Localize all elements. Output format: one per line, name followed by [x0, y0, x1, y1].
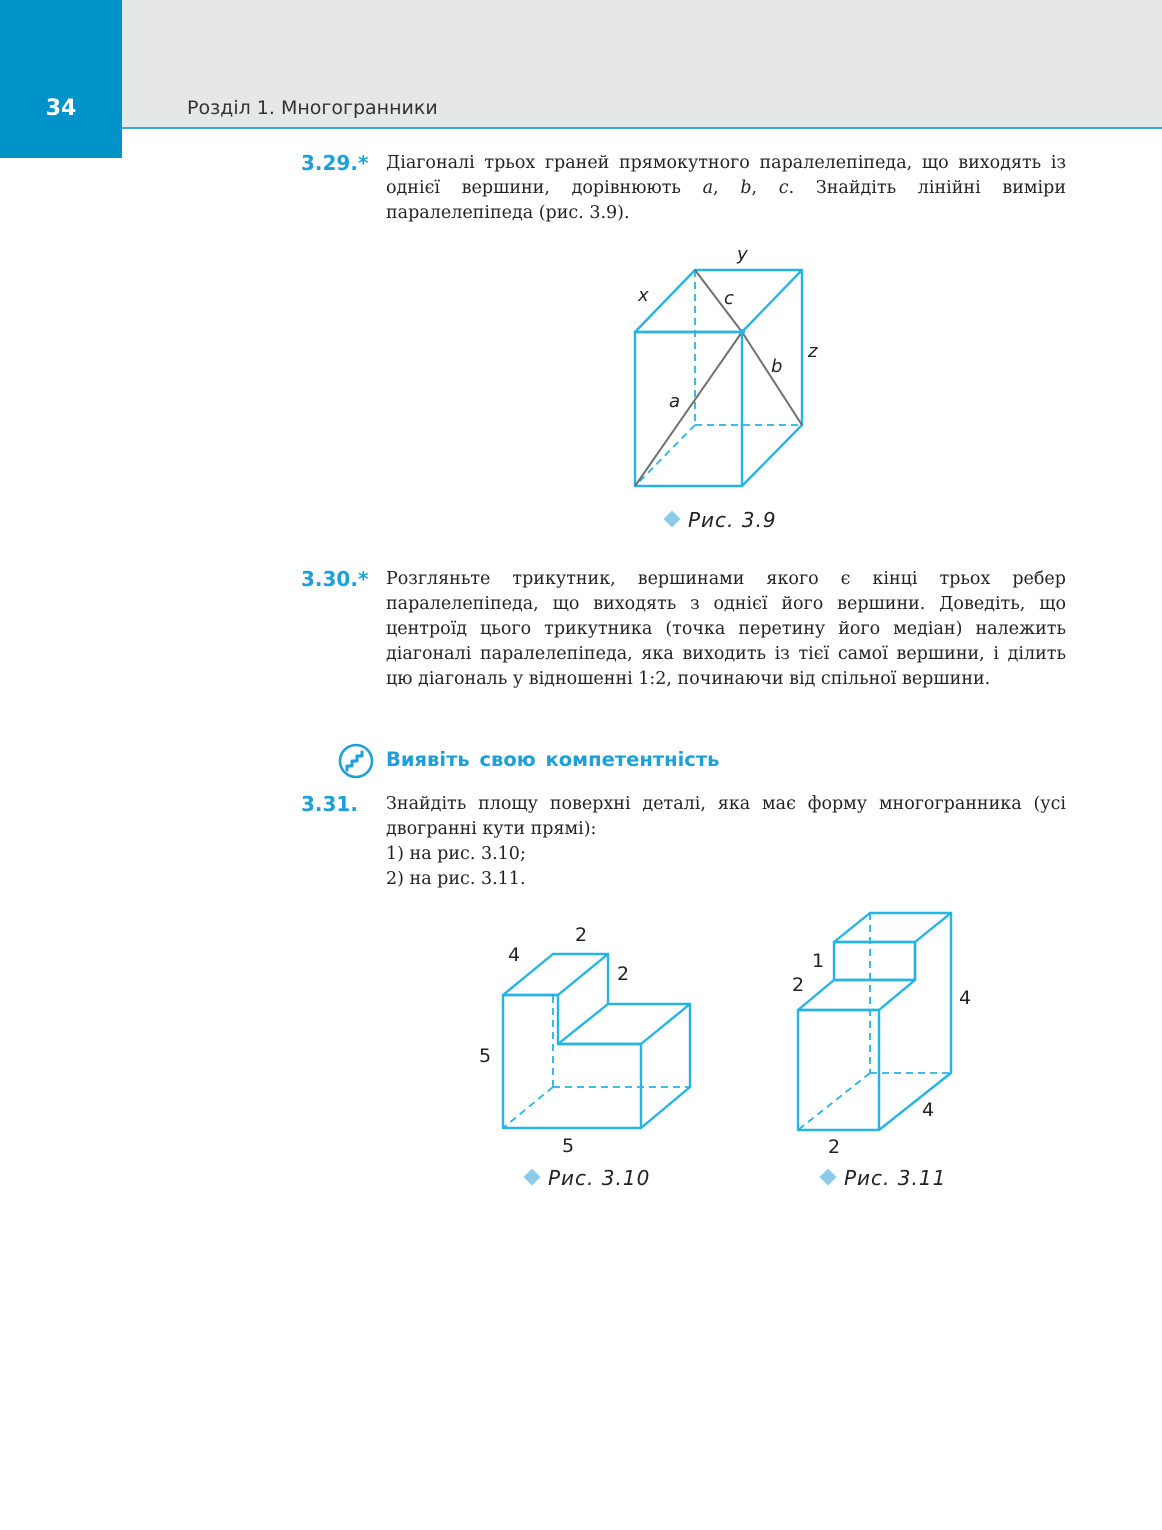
var-a: a [702, 178, 714, 198]
figure-3-9-drawing [600, 235, 840, 500]
header-rule [122, 127, 1162, 129]
hidden-edge [503, 1087, 553, 1128]
caption-diamond-icon [820, 1169, 837, 1186]
front-face [503, 995, 641, 1128]
var-b: b [740, 178, 752, 198]
label-a: a [669, 391, 681, 412]
caption-text: Рис. 3.9 [688, 508, 777, 532]
stairs-icon [338, 743, 374, 779]
problem-text-part: Діагоналі трьох граней прямокутного паралелепіпеда, що виходять із однієї вершини, дорівнюють [386, 153, 1066, 198]
common-vertex [739, 329, 745, 335]
problem-text-main: Знайдіть площу поверхні деталі, яка має форму многогранника (усі двогранні кути прямі): [386, 794, 1066, 839]
label-bottom: 5 [562, 1135, 575, 1157]
label-step: 2 [617, 963, 630, 985]
label-right: 4 [959, 987, 972, 1009]
caption-diamond-icon [524, 1169, 541, 1186]
hidden-edge [798, 1073, 870, 1130]
top-face [834, 913, 951, 942]
lower-top-face [558, 1004, 690, 1044]
competence-heading: Виявіть свою компетентність [386, 748, 720, 771]
problem-number-3-29: 3.29.* [301, 151, 369, 175]
problem-number-3-31: 3.31. [301, 792, 358, 816]
problem-item-2: 2) на рис. 3.11. [386, 869, 526, 889]
figure-3-10-drawing [470, 915, 710, 1155]
label-depth: 4 [922, 1099, 935, 1121]
page-tab [0, 0, 122, 158]
label-left: 2 [792, 974, 805, 996]
figure-3-10 [470, 915, 710, 1155]
caption-3-11 [822, 1166, 946, 1190]
upper-front-face [834, 942, 915, 980]
figure-3-11 [780, 900, 1000, 1160]
diagonal-c [695, 270, 742, 332]
separator: , [751, 178, 779, 198]
problem-text-3-30: Розгляньте трикутник, вершинами якого є кінці трьох ребер паралелепіпеда, що виходять з однієї його вершини. Доведіть, що центроїд цього трикутника (точка перетину його медіан) належить діагоналі паралелепіпеда, яка виходить із тієї самої вершини, і ділить цю діагональ у відношенні 1:2, починаючи від спільної вершини. [386, 569, 1066, 689]
label-x: x [638, 285, 649, 306]
diagonal-a [635, 332, 742, 486]
problem-text-3-31 [386, 792, 1066, 892]
caption-text: Рис. 3.11 [844, 1166, 947, 1190]
label-top: 2 [575, 924, 588, 946]
hidden-edge [635, 425, 695, 486]
label-b: b [771, 356, 783, 377]
var-c: c [778, 178, 789, 198]
label-bottom: 2 [828, 1136, 841, 1158]
problem-number-3-30: 3.30.* [301, 567, 369, 591]
diagonal-b [742, 332, 802, 425]
page-number: 34 [45, 96, 77, 121]
caption-diamond-icon [664, 511, 681, 528]
label-height: 5 [479, 1045, 492, 1067]
figure-3-11-drawing [780, 900, 1000, 1160]
separator: , [713, 178, 741, 198]
label-depth: 4 [508, 944, 521, 966]
problem-text-3-29 [386, 151, 1066, 226]
label-y: y [737, 244, 748, 265]
label-z: z [808, 341, 818, 362]
figure-3-9 [600, 235, 840, 500]
caption-3-10 [526, 1166, 650, 1190]
label-top: 1 [812, 950, 825, 972]
step-top-face [798, 980, 915, 1010]
label-c: c [724, 288, 734, 309]
section-title: Розділ 1. Многогранники [187, 97, 438, 119]
caption-text: Рис. 3.10 [548, 1166, 651, 1190]
caption-3-9 [666, 508, 777, 532]
header-band [0, 0, 1162, 128]
problem-text-part: . Знайдіть лінійні виміри паралелепіпеда (рис. 3.9). [386, 178, 1066, 223]
problem-item-1: 1) на рис. 3.10; [386, 844, 526, 864]
front-face [798, 1010, 879, 1130]
